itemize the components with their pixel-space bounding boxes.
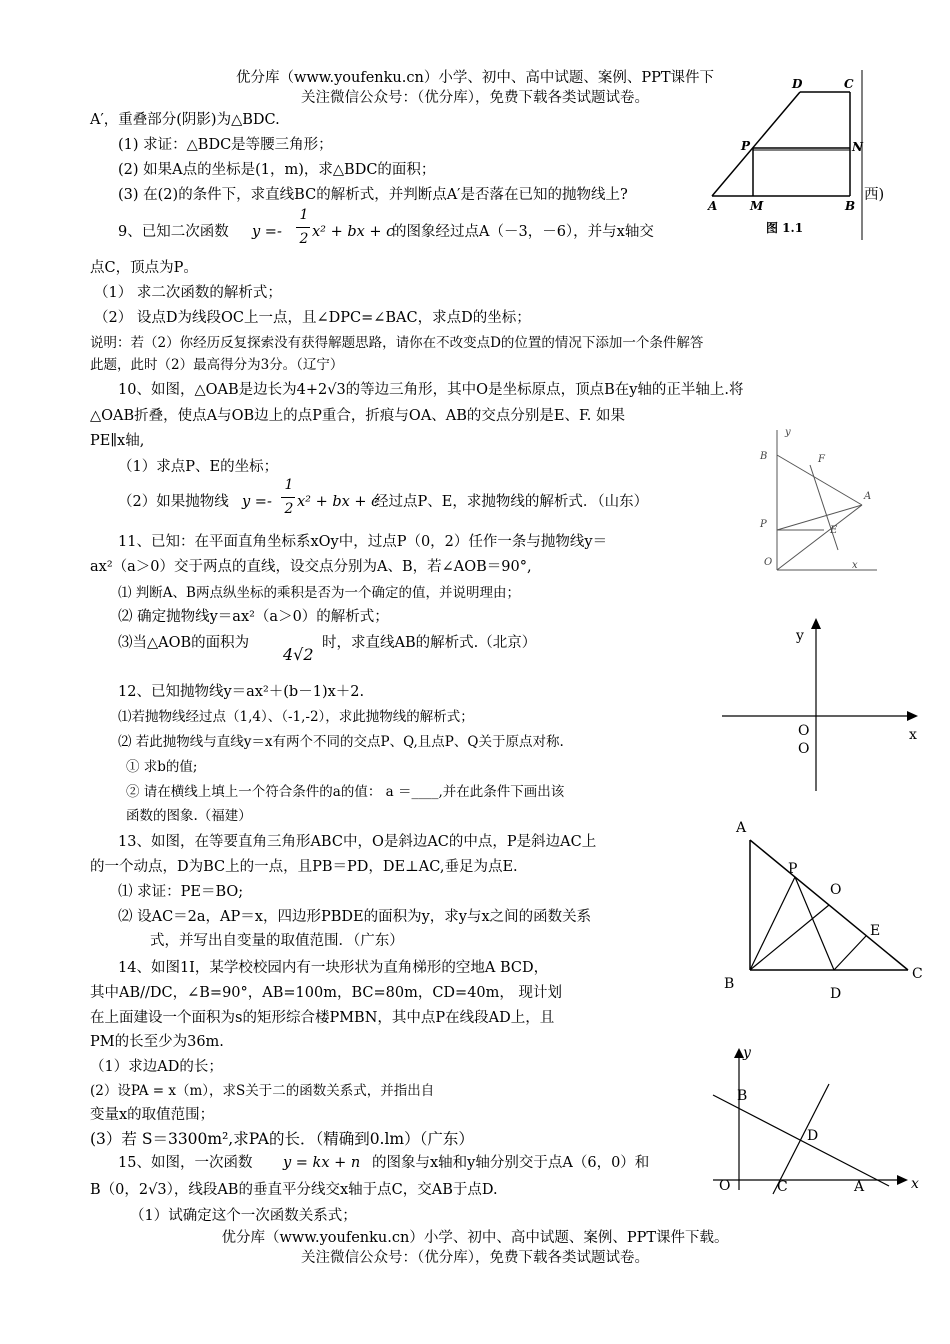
q9-frac-bar xyxy=(296,227,310,228)
q11-part3-suffix: 时，求直线AB的解析式.（北京） xyxy=(322,635,537,651)
q13-part2b: 式，并写出自变量的取值范围．（广东） xyxy=(150,933,404,949)
line-figure xyxy=(705,1040,935,1200)
trapezoid-figure xyxy=(700,70,870,245)
q9-formula-y: y =- xyxy=(252,224,282,240)
label-x: x xyxy=(852,560,858,571)
q8-part3: (3) 在(2)的条件下，求直线BC的解析式，并判断点A′是否落在已知的抛物线上? xyxy=(118,187,628,203)
q9-note-2: 此题，此时（2）最高得分为3分。（辽宁） xyxy=(90,357,344,373)
fold-figure xyxy=(752,425,882,575)
label-b: B xyxy=(737,1088,748,1104)
q13-part1: ⑴ 求证：PE＝BO; xyxy=(118,884,244,900)
q8-part1: (1) 求证：△BDC是等腰三角形； xyxy=(118,137,333,153)
label-a: A xyxy=(708,199,718,213)
label-m: M xyxy=(750,199,764,213)
label-c: C xyxy=(777,1179,788,1195)
label-b: B xyxy=(760,451,768,462)
label-c: C xyxy=(912,966,923,982)
q10-part1: （1）求点P、E的坐标； xyxy=(118,459,279,475)
label-y: y xyxy=(743,1045,751,1061)
segment-pd xyxy=(795,877,834,970)
label-y: y xyxy=(796,628,804,644)
q10-line2: △OAB折叠，使点A与OB边上的点P重合，折痕与OA、AB的交点分别是E、F. 如果 xyxy=(90,408,626,424)
q10-frac-bar xyxy=(281,497,295,498)
q15-formula: y = kx + n xyxy=(283,1155,361,1171)
q8-part3-tail: 西) xyxy=(864,187,885,203)
q15-part1: （1）试确定这个一次函数关系式； xyxy=(130,1208,357,1224)
q14-part2b: 变量x的取值范围； xyxy=(90,1107,215,1123)
q9-prefix: 9、已知二次函数 xyxy=(118,224,229,240)
q10-part2-suffix: 经过点P、E，求抛物线的解析式．（山东） xyxy=(374,494,649,510)
q14-part2: (2）设PA = x（m），求S关于二的函数关系式，并指出自 xyxy=(90,1083,435,1099)
q9-part2: （2） 设点D为线段OC上一点，且∠DPC=∠BAC，求点D的坐标； xyxy=(94,310,531,326)
label-a: A xyxy=(854,1179,865,1195)
q12-part1: ⑴若抛物线经过点（1,4）、（-1,-2），求此抛物线的解析式； xyxy=(118,709,474,725)
label-d: D xyxy=(792,77,803,91)
line-cd xyxy=(773,1084,829,1194)
label-a: A xyxy=(864,491,872,502)
q9-frac-den: 2 xyxy=(299,231,309,247)
segment-pa xyxy=(777,505,862,530)
q13-line1: 13、如图，在等要直角三角形ABC中，O是斜边AC的中点，P是斜边AC上 xyxy=(118,834,597,850)
q15-line1-prefix: 15、如图，一次函数 xyxy=(118,1155,253,1171)
figure-caption: 图 1.1 xyxy=(766,221,804,235)
q10-formula-rest: x² + bx + c xyxy=(297,494,380,510)
q15-line1-suffix: 的图象与x轴和y轴分别交于点A（6，0）和 xyxy=(372,1155,650,1171)
label-e: E xyxy=(870,923,881,939)
q13-part2: ⑵ 设AC＝2a，AP＝x，四边形PBDE的面积为y，求y与x之间的函数关系 xyxy=(118,909,592,925)
q10-line1: 10、如图，△OAB是边长为4+2√3的等边三角形，其中O是坐标原点，顶点B在y轴的正半轴上.将 xyxy=(118,382,744,398)
triangle-figure xyxy=(722,815,932,1005)
q11-part1: ⑴ 判断A、B两点纵坐标的乘积是否为一个确定的值，并说明理由； xyxy=(118,585,520,601)
label-x: x xyxy=(911,1176,919,1192)
q14-line3: 在上面建设一个面积为s的矩形综合楼PMBN，其中点P在线段AD上，且 xyxy=(90,1010,555,1026)
q14-line4: PM的长至少为36m. xyxy=(90,1034,224,1050)
label-x: x xyxy=(909,727,917,743)
q9-note-1: 说明：若（2）你经历反复探索没有获得解题思路，请你在不改变点D的位置的情况下添加一个条件解答 xyxy=(90,335,704,351)
q8-part2: (2) 如果A点的坐标是(1，m)，求△BDC的面积； xyxy=(118,162,436,178)
label-b: B xyxy=(845,199,856,213)
q9-suffix: 的图象经过点A（－3，－6），并与x轴交 xyxy=(392,224,654,240)
q10-frac-num: 1 xyxy=(284,477,294,493)
q14-line2: 其中AB//DC，∠B=90°，AB=100m，BC=80m，CD=40m， 现计划 xyxy=(90,985,563,1001)
q12-part2a: ① 求b的值; xyxy=(126,759,198,775)
label-o: O xyxy=(830,882,842,898)
q13-line2: 的一个动点，D为BC上的一点，且PB＝PD，DE⊥AC,垂足为点E. xyxy=(90,859,518,875)
label-p: P xyxy=(788,861,798,877)
label-p: P xyxy=(760,519,767,530)
q15-line2: B（0，2√3），线段AB的垂直平分线交x轴于点C，交AB于点D. xyxy=(90,1182,498,1198)
header-line-1: 优分库（www.youfenku.cn）小学、初中、高中试题、案例、PPT课件下 xyxy=(235,70,715,86)
axes-figure xyxy=(720,615,940,800)
segment-de xyxy=(834,936,866,970)
q14-part3: (3）若 S＝3300m²,求PA的长．（精确到0.lm）（广东） xyxy=(90,1130,474,1148)
q14-line1: 14、如图1I，某学校校园内有一块形状为直角梯形的空地A BCD， xyxy=(118,960,549,976)
label-c: C xyxy=(844,77,854,91)
q11-part2: ⑵ 确定抛物线y＝ax²（a＞0）的解析式； xyxy=(118,609,389,625)
q14-part1: （1）求边AD的长； xyxy=(90,1059,223,1075)
q10-part2-prefix: （2）如果抛物线 xyxy=(118,494,229,510)
label-a: A xyxy=(736,820,747,836)
footer-line-1: 优分库（www.youfenku.cn）小学、初中、高中试题、案例、PPT课件下载。 xyxy=(221,1230,729,1246)
x-axis-arrow xyxy=(907,711,918,721)
q11-line2: ax²（a＞0）交于两点的直线，设交点分别为A、B，若∠AOB＝90°, xyxy=(90,559,532,575)
footer-line-2: 关注微信公众号：（优分库），免费下载各类试题试卷。 xyxy=(301,1250,649,1266)
q8-intro: A′，重叠部分(阴影)为△BDC. xyxy=(90,112,280,128)
q11-part3-prefix: ⑶当△AOB的面积为 xyxy=(118,635,250,651)
label-n: N xyxy=(852,140,863,154)
q12-line1: 12、已知抛物线y＝ax²＋(b－1)x＋2. xyxy=(118,684,365,700)
x-axis-arrow xyxy=(897,1175,908,1185)
q12-part2c: 函数的图象.（福建） xyxy=(126,808,252,824)
q10-formula-y: y =- xyxy=(242,494,272,510)
segment-bp xyxy=(750,877,795,970)
q12-part2: ⑵ 若此抛物线与直线y＝x有两个不同的交点P、Q,且点P、Q关于原点对称. xyxy=(118,734,564,750)
y-axis-arrow xyxy=(811,618,821,629)
label-o: O xyxy=(764,557,773,568)
fold-line-ef xyxy=(810,465,838,550)
label-o-2: O xyxy=(798,741,810,757)
label-p: P xyxy=(741,139,751,153)
q10-line3: PE∥x轴, xyxy=(90,433,145,449)
q9-part1: （1） 求二次函数的解析式； xyxy=(94,285,282,301)
label-d: D xyxy=(830,986,842,1002)
side-ad xyxy=(712,92,800,196)
label-y: y xyxy=(785,427,791,438)
label-f: F xyxy=(818,454,825,465)
q9-frac-num: 1 xyxy=(299,207,309,223)
header-line-2: 关注微信公众号：（优分库），免费下载各类试题试卷。 xyxy=(301,90,649,106)
q11-line1: 11、已知：在平面直角坐标系xOy中，过点P（0，2）任作一条与抛物线y＝ xyxy=(118,534,608,550)
label-o-1: O xyxy=(798,723,810,739)
label-d: D xyxy=(807,1128,819,1144)
q12-part2b: ② 请在横线上填上一个符合条件的a的值： a ＝____,并在此条件下画出该 xyxy=(126,784,565,800)
q9-formula-rest: x² + bx + c xyxy=(312,224,395,240)
label-o: O xyxy=(719,1178,731,1194)
segment-bo xyxy=(750,905,829,970)
q9-line2: 点C，顶点为P。 xyxy=(90,260,198,276)
side-oa xyxy=(777,505,862,570)
label-b: B xyxy=(724,976,735,992)
label-e: E xyxy=(830,525,838,536)
q10-frac-den: 2 xyxy=(284,501,294,517)
q11-area-value: 4√2 xyxy=(283,645,314,664)
